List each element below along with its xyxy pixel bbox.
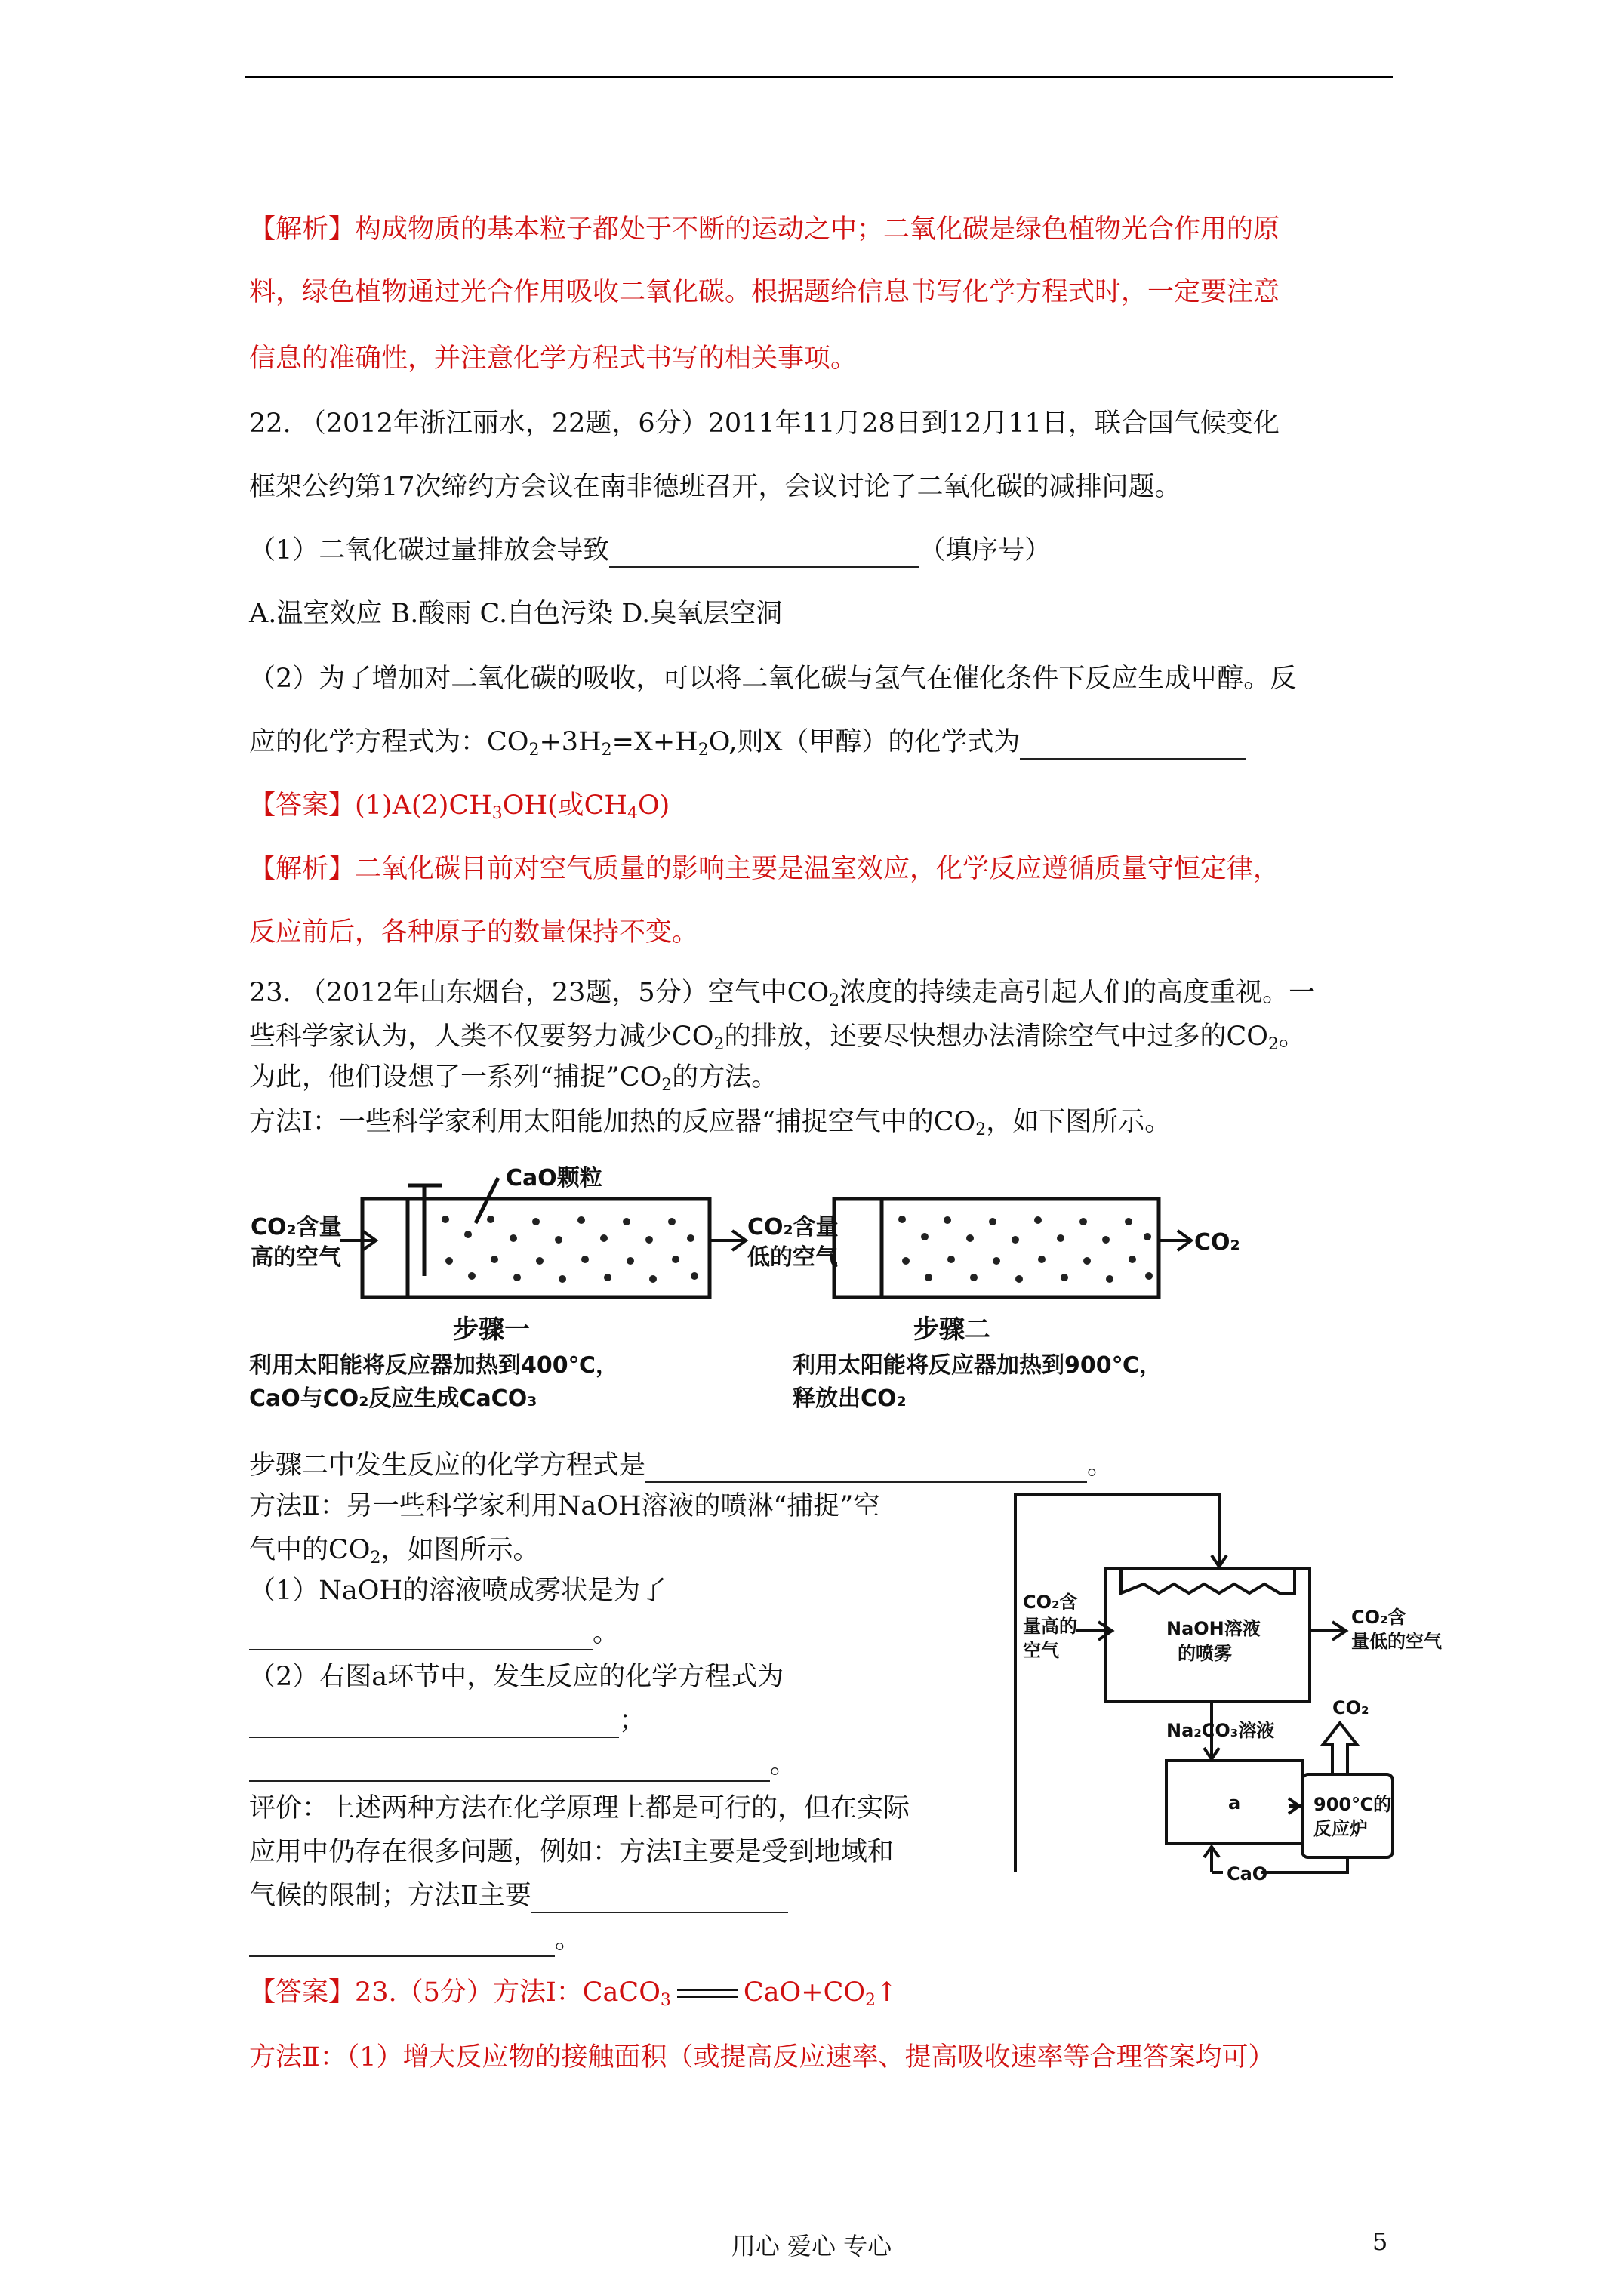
q23-eval-1: 评价：上述两种方法在化学原理上都是可行的，但在实际 bbox=[249, 1793, 910, 1823]
out-label-1: CO₂含量 bbox=[747, 1214, 839, 1240]
arrow-out-icon bbox=[1310, 1622, 1346, 1640]
ans-part: 23.（5分）方法Ⅰ：CaCO bbox=[355, 1977, 661, 2008]
jiexi-line-3: 信息的准确性，并注意化学方程式书写的相关事项。 bbox=[249, 344, 858, 374]
text-part: ，如图所示。 bbox=[380, 1535, 540, 1565]
in-label-2: 高的空气 bbox=[251, 1244, 341, 1271]
answer-blank[interactable] bbox=[249, 1625, 593, 1650]
q23-eval-3 bbox=[249, 1878, 788, 1913]
q22-sub-2-line-1: （2）为了增加对二氧化碳的吸收，可以将二氧化碳与氢气在催化条件下反应生成甲醇。反 bbox=[249, 664, 1297, 694]
furnace-box bbox=[1302, 1774, 1393, 1857]
text-part: ； bbox=[619, 1706, 646, 1736]
arrow-co2-icon bbox=[1159, 1231, 1191, 1250]
text-part: 。 bbox=[1278, 1022, 1305, 1052]
step-1-label: 步骤一 bbox=[453, 1314, 530, 1345]
co2-out-label: CO₂ bbox=[1194, 1229, 1240, 1256]
text-part: 的方法。 bbox=[672, 1062, 778, 1093]
q23-m2-sub-1-blank bbox=[249, 1616, 619, 1650]
daan-tag: 【答案】 bbox=[249, 791, 356, 821]
q22-jiexi-2: 反应前后，各种原子的数量保持不变。 bbox=[249, 917, 699, 948]
spray-label-1: NaOH溶液 bbox=[1166, 1618, 1261, 1639]
out-label-1: CO₂含 bbox=[1351, 1607, 1406, 1628]
q22-sub-1 bbox=[249, 533, 1051, 568]
q23-m2-sub-2-blank-2 bbox=[249, 1747, 796, 1782]
eq-part: O,则X（甲醇）的化学式为 bbox=[708, 727, 1021, 757]
answer-blank[interactable] bbox=[609, 542, 919, 568]
q23-step2-line bbox=[249, 1448, 1113, 1483]
text-part: 的排放，还要尽快想办法清除空气中过多的CO bbox=[724, 1022, 1268, 1052]
na2co3-label: Na₂CO₃溶液 bbox=[1166, 1720, 1275, 1741]
answer-blank[interactable] bbox=[645, 1457, 1087, 1483]
text-part: 23. （2012年山东烟台，23题，5分）空气中CO bbox=[249, 978, 830, 1008]
text-part: 步骤二中发生反应的化学方程式是 bbox=[249, 1450, 646, 1481]
ans-part: OH(或CH bbox=[502, 791, 627, 821]
daan-tag: 【答案】 bbox=[249, 1977, 356, 2008]
text-part: 方法Ⅰ：一些科学家利用太阳能加热的反应器“捕捉空气中的CO bbox=[249, 1107, 976, 1137]
jiexi-text: 构成物质的基本粒子都处于不断的运动之中；二氧化碳是绿色植物光合作用的原 bbox=[355, 214, 1280, 245]
q22-options: A.温室效应 B.酸雨 C.白色污染 D.臭氧层空洞 bbox=[249, 599, 783, 629]
text-part: ，如下图所示。 bbox=[986, 1107, 1172, 1137]
equation-equals-sign bbox=[677, 1989, 738, 1998]
q22-sub-1-hint: （填序号） bbox=[919, 535, 1052, 566]
in-label-1: CO₂含 bbox=[1023, 1592, 1078, 1613]
eq-part: +3H bbox=[539, 727, 602, 757]
spray-label-2: 的喷雾 bbox=[1178, 1643, 1232, 1664]
header-rule bbox=[245, 76, 1393, 78]
text-part: 气候的限制；方法Ⅱ主要 bbox=[249, 1881, 531, 1911]
step-2-label: 步骤二 bbox=[913, 1314, 990, 1345]
jiexi-tag: 【解析】 bbox=[249, 854, 356, 884]
return-line bbox=[1015, 1495, 1219, 1872]
in-label-2: 量高的 bbox=[1023, 1616, 1077, 1637]
eq-part: =X+H bbox=[611, 727, 698, 757]
q23-eval-2: 应用中仍存在很多问题，例如：方法Ⅰ主要是受到地域和 bbox=[249, 1837, 894, 1867]
a-label: a bbox=[1228, 1792, 1241, 1814]
in-label-1: CO₂含量 bbox=[251, 1214, 342, 1240]
text-part: 。 bbox=[593, 1618, 620, 1648]
q23-eval-blank bbox=[249, 1922, 581, 1957]
ans-part: O) bbox=[637, 791, 670, 821]
ans-part: CaO+CO bbox=[743, 1977, 866, 2008]
text-part: 浓度的持续走高引起人们的高度重视。一 bbox=[839, 978, 1316, 1008]
arrow-in-icon bbox=[340, 1231, 376, 1250]
q23-line-1: 23. （2012年山东烟台，23题，5分）空气中$CO_2$浓度的持续走高引起人们的高度重视。一 bbox=[249, 978, 1316, 1010]
answer-blank[interactable] bbox=[1020, 734, 1246, 760]
furnace-label-2: 反应炉 bbox=[1313, 1818, 1368, 1839]
arrow-out-icon bbox=[710, 1231, 746, 1250]
q23-m2-sub-2: （2）右图a环节中，发生反应的化学方程式为 bbox=[249, 1662, 784, 1692]
q22-line-2: 框架公约第17次缔约方会议在南非德班召开，会议讨论了二氧化碳的减排问题。 bbox=[249, 472, 1181, 502]
step-2-desc-2: 释放出CO₂ bbox=[793, 1385, 907, 1412]
q22-answer bbox=[249, 788, 670, 823]
gas-arrow: ↑ bbox=[876, 1977, 898, 2008]
q23-method-1: 方法Ⅰ：一些科学家利用太阳能加热的反应器“捕捉空气中的$CO_2$，如下图所示。 bbox=[249, 1107, 1172, 1139]
q22-sub-1-text: （1）二氧化碳过量排放会导致 bbox=[249, 535, 610, 566]
text-part: 气中的CO bbox=[249, 1535, 371, 1565]
out-label-2: 量低的空气 bbox=[1351, 1631, 1442, 1652]
step-1-desc-1: 利用太阳能将反应器加热到400℃， bbox=[249, 1352, 618, 1379]
furnace-label-1: 900℃的 bbox=[1313, 1794, 1392, 1815]
text-part: 。 bbox=[770, 1749, 797, 1780]
page-number: 5 bbox=[1372, 2227, 1388, 2256]
text-part: 。 bbox=[1087, 1450, 1114, 1481]
answer-blank[interactable] bbox=[249, 1712, 619, 1738]
q23-method-2-line-2: 气中的$CO_2$，如图所示。 bbox=[249, 1535, 540, 1567]
reactor-figure bbox=[249, 1163, 1291, 1412]
in-label-3: 空气 bbox=[1023, 1640, 1059, 1661]
text-part: 些科学家认为，人类不仅要努力减少CO bbox=[249, 1022, 714, 1052]
jiexi-tag: 【解析】 bbox=[249, 214, 356, 245]
q22-answer-text: $(1)A(2)CH_3OH$(或$CH_4O$) bbox=[355, 791, 670, 823]
q23-line-2: 些科学家认为，人类不仅要努力减少$CO_2$的排放，还要尽快想办法清除空气中过多的$CO_2$。 bbox=[249, 1022, 1305, 1054]
jiexi-line-2: 料，绿色植物通过光合作用吸收二氧化碳。根据题给信息书写化学方程式时，一定要注意 bbox=[249, 277, 1280, 307]
q22-sub-2-line-2: 应的化学方程式为：$CO_2+3H_2=X+H_2O$,则X（甲醇）的化学式为 bbox=[249, 725, 1246, 760]
cao-label: CaO bbox=[1227, 1863, 1268, 1885]
answer-blank[interactable] bbox=[249, 1756, 770, 1782]
q23-answer bbox=[249, 1975, 898, 2010]
co2-label: CO₂ bbox=[1332, 1697, 1369, 1718]
co2-up-arrow-icon bbox=[1323, 1723, 1357, 1774]
q23-line-3: 为此，他们设想了一系列“捕捉$”CO_2$的方法。 bbox=[249, 1062, 778, 1095]
q23-answer-2: 方法Ⅱ：（1）增大反应物的接触面积（或提高反应速率、提高吸收速率等合理答案均可） bbox=[249, 2042, 1275, 2073]
answer-blank[interactable] bbox=[531, 1888, 788, 1913]
ans-part: (1)A(2)CH bbox=[355, 791, 492, 821]
cao-label: CaO颗粒 bbox=[506, 1165, 602, 1191]
answer-blank[interactable] bbox=[249, 1931, 555, 1957]
step-2-desc-1: 利用太阳能将反应器加热到900℃， bbox=[793, 1352, 1162, 1379]
jiexi-line-1 bbox=[249, 212, 1280, 247]
q23-m2-sub-1: （1）NaOH的溶液喷成雾状是为了 bbox=[249, 1576, 667, 1606]
q22-jiexi-1 bbox=[249, 852, 1280, 886]
footer-motto: 用心 爱心 专心 bbox=[731, 2232, 892, 2261]
reactor-tube-1 bbox=[362, 1199, 710, 1297]
eq-part: 应的化学方程式为：CO bbox=[249, 727, 529, 757]
text-part: 。 bbox=[555, 1925, 582, 1955]
text-part: 为此，他们设想了一系列“捕捉”CO bbox=[249, 1062, 662, 1093]
q23-method-2-line-1: 方法Ⅱ：另一些科学家利用NaOH溶液的喷淋“捕捉”空 bbox=[249, 1491, 880, 1521]
q23-answer-text: 23.（5分）方法Ⅰ：CaCO$_3$ $CaO+CO_2↑$ bbox=[355, 1977, 898, 2010]
naoh-process-figure bbox=[1008, 1480, 1442, 1895]
q22-line-1: 22. （2012年浙江丽水，22题，6分）2011年11月28日到12月11日，联合国气候变化 bbox=[249, 408, 1280, 439]
step-1-desc-2: CaO与CO₂反应生成CaCO₃ bbox=[249, 1385, 537, 1412]
out-label-2: 低的空气 bbox=[747, 1244, 838, 1271]
jiexi-text: 二氧化碳目前对空气质量的影响主要是温室效应，化学反应遵循质量守恒定律， bbox=[355, 854, 1280, 884]
q23-m2-sub-2-blank-1 bbox=[249, 1703, 645, 1738]
